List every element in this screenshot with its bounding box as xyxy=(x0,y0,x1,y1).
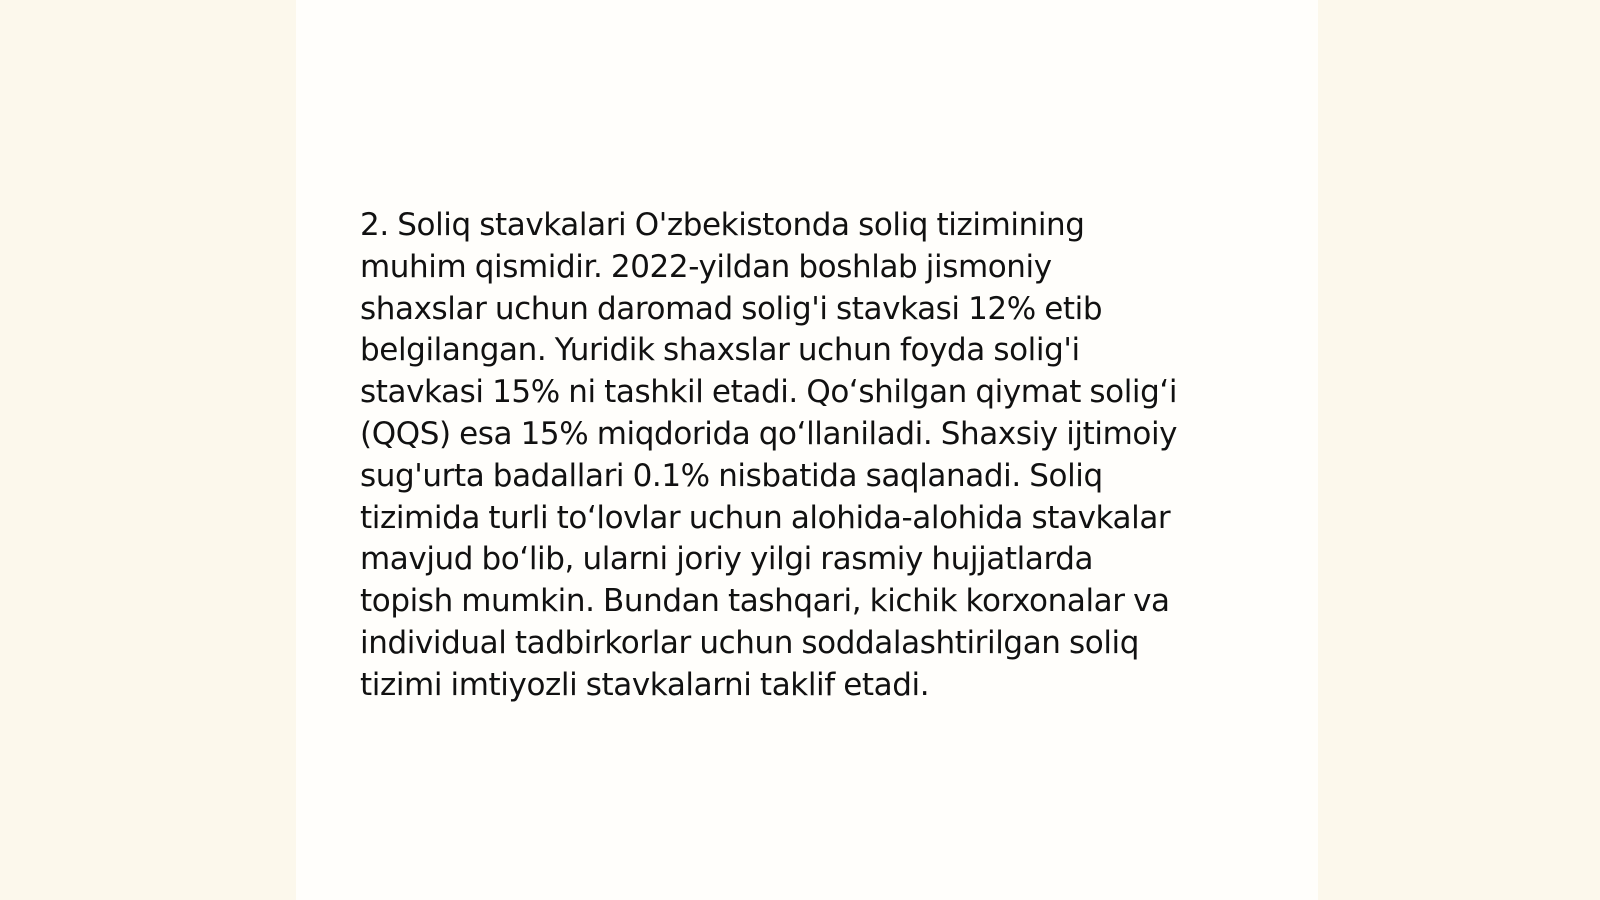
right-margin-background xyxy=(1318,0,1600,900)
paragraph-line: stavkasi 15% ni tashkil etadi. Qo‘shilgan qiymat solig‘i xyxy=(360,374,1178,411)
paragraph-soliq-stavkalari xyxy=(360,205,1260,707)
paragraph-line: belgilangan. Yuridik shaxslar uchun foyda solig'i xyxy=(360,332,1080,369)
paragraph-line: individual tadbirkorlar uchun soddalashtirilgan soliq xyxy=(360,624,1140,661)
left-margin-background xyxy=(0,0,296,900)
paragraph-line: sug'urta badallari 0.1% nisbatida saqlanadi. Soliq xyxy=(360,457,1103,494)
document-page xyxy=(296,0,1318,900)
paragraph-line: topish mumkin. Bundan tashqari, kichik korxonalar va xyxy=(360,583,1170,620)
paragraph-line: shaxslar uchun daromad solig'i stavkasi 12% etib xyxy=(360,290,1103,327)
paragraph-line: 2. Soliq stavkalari O'zbekistonda soliq tizimining xyxy=(360,207,1085,243)
paragraph-line: tizimida turli to‘lovlar uchun alohida-alohida stavkalar xyxy=(360,499,1171,536)
paragraph-line: mavjud bo‘lib, ularni joriy yilgi rasmiy hujjatlarda xyxy=(360,541,1094,578)
paragraph-line: tizimi imtiyozli stavkalarni taklif etadi. xyxy=(360,666,930,703)
paragraph-line: (QQS) esa 15% miqdorida qo‘llaniladi. Shaxsiy ijtimoiy xyxy=(360,415,1178,452)
paragraph-line: muhim qismidir. 2022-yildan boshlab jismoniy xyxy=(360,248,1052,285)
